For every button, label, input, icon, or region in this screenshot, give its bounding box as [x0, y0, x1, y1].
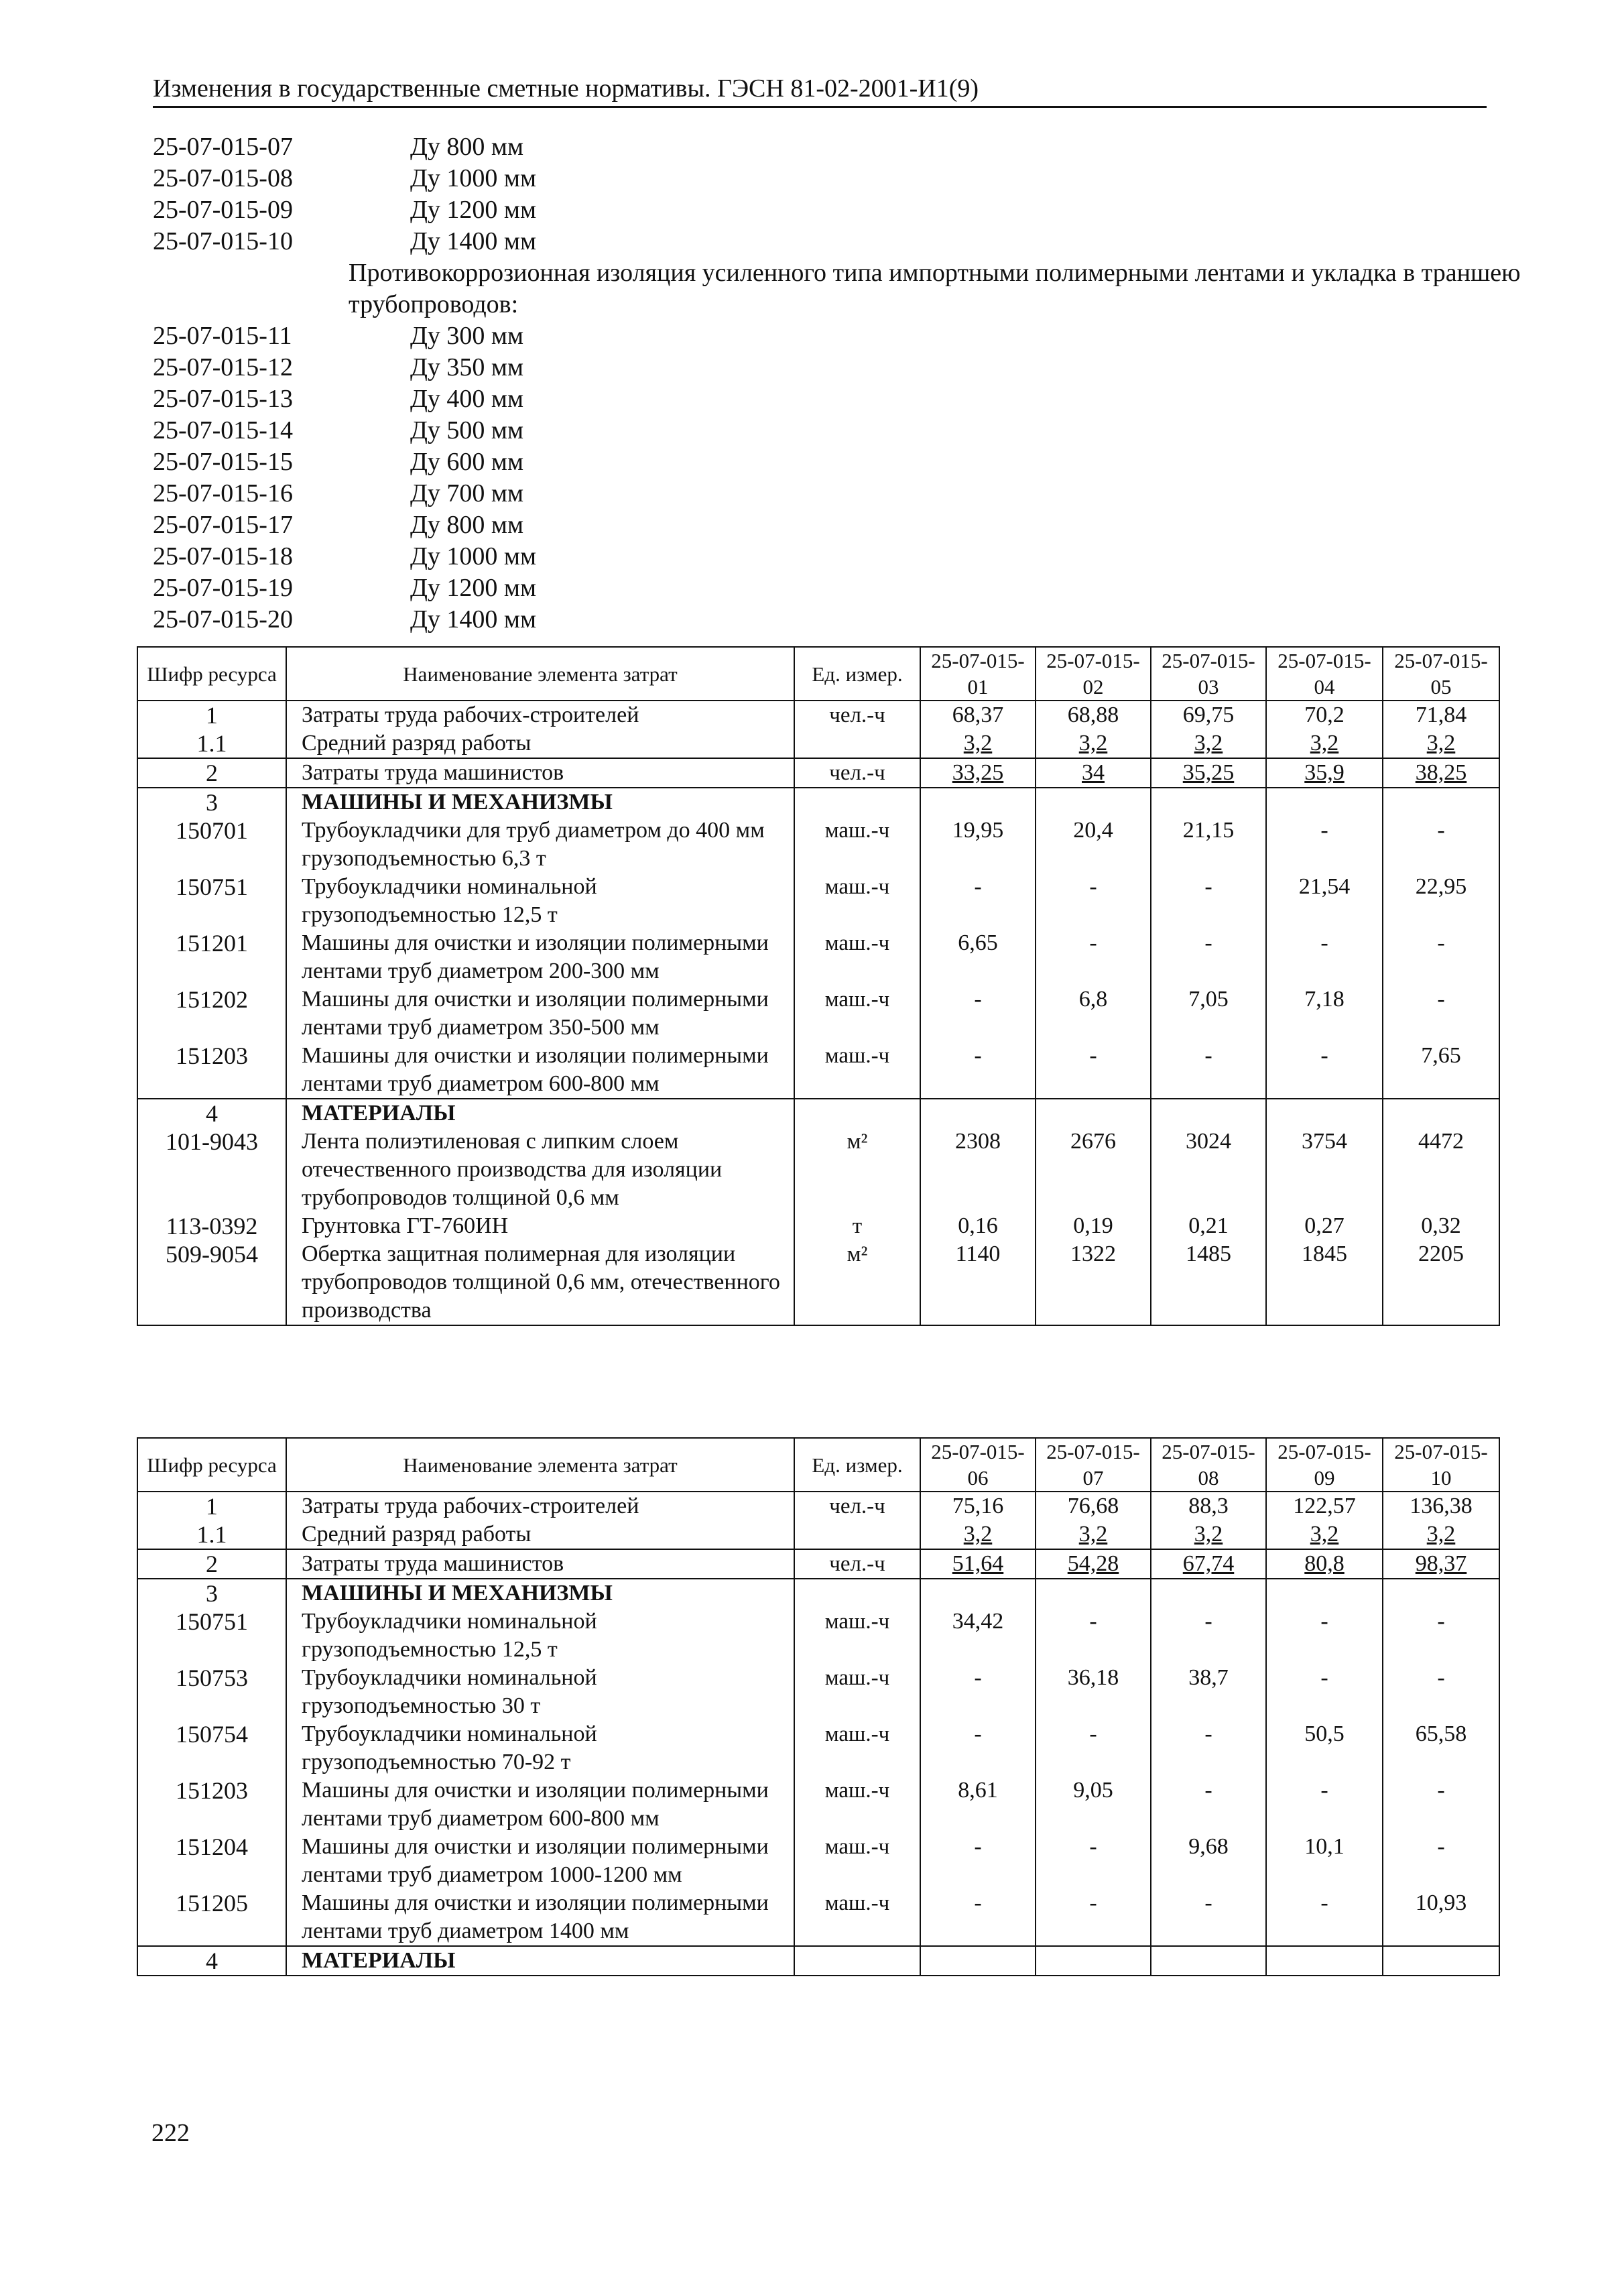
row-value: [1036, 1579, 1151, 1608]
row-unit: [794, 1520, 920, 1549]
header-name: Наименование элемента затрат: [286, 647, 794, 701]
row-value: 35,9: [1266, 758, 1383, 788]
row-code: 3: [137, 788, 286, 817]
row-value: 34: [1036, 758, 1151, 788]
code-number: 25-07-015-19: [153, 574, 293, 602]
table-row: [137, 701, 1499, 729]
row-name: Лента полиэтиленовая с липким слоем отечественного производства для изоляции трубопроводов толщиной 0,6 мм: [286, 1128, 794, 1212]
table-row: [137, 729, 1499, 758]
code-number: 25-07-015-15: [153, 448, 293, 476]
row-value: -: [1151, 1042, 1266, 1099]
row-value: 71,84: [1383, 701, 1499, 729]
row-value: 0,27: [1266, 1212, 1383, 1240]
row-name: Трубоукладчики номинальной грузоподъемностью 70-92 т: [286, 1720, 794, 1776]
header-column: 25-07-015-06: [920, 1438, 1036, 1492]
row-value: 0,16: [920, 1212, 1036, 1240]
row-name: Затраты труда машинистов: [286, 758, 794, 788]
code-number: 25-07-015-08: [153, 164, 293, 192]
row-code: 101-9043: [137, 1128, 286, 1212]
row-value: 6,8: [1036, 985, 1151, 1042]
code-number: 25-07-015-13: [153, 385, 293, 413]
row-unit: чел.-ч: [794, 701, 920, 729]
row-code: 2: [137, 758, 286, 788]
row-name: Средний разряд работы: [286, 729, 794, 758]
header-column: 25-07-015-04: [1266, 647, 1383, 701]
header-unit: Ед. измер.: [794, 647, 920, 701]
row-value: -: [1151, 1776, 1266, 1833]
row-value: 36,18: [1036, 1664, 1151, 1720]
row-unit: маш.-ч: [794, 1776, 920, 1833]
row-code: 1.1: [137, 729, 286, 758]
row-name: Затраты труда рабочих-строителей: [286, 1492, 794, 1520]
row-value: 75,16: [920, 1492, 1036, 1520]
table-row: [137, 758, 1499, 788]
row-value: -: [1266, 1608, 1383, 1664]
row-value: 3024: [1151, 1128, 1266, 1212]
code-description: Ду 400 мм: [410, 385, 524, 413]
table-row: [137, 1099, 1499, 1128]
row-value: 35,25: [1151, 758, 1266, 788]
row-value: 3,2: [920, 729, 1036, 758]
row-value: [1383, 1579, 1499, 1608]
row-value: [1266, 788, 1383, 817]
row-code: 151204: [137, 1833, 286, 1889]
row-value: -: [1383, 1664, 1499, 1720]
row-name: Трубоукладчики для труб диаметром до 400 мм грузоподъемностью 6,3 т: [286, 817, 794, 873]
table-row: [137, 1579, 1499, 1608]
row-value: 2205: [1383, 1240, 1499, 1325]
code-row: [153, 131, 1493, 163]
row-name: Трубоукладчики номинальной грузоподъемностью 12,5 т: [286, 873, 794, 929]
row-value: 20,4: [1036, 817, 1151, 873]
row-name: Затраты труда рабочих-строителей: [286, 701, 794, 729]
row-unit: чел.-ч: [794, 1549, 920, 1579]
header-column: 25-07-015-09: [1266, 1438, 1383, 1492]
row-value: -: [1036, 1608, 1151, 1664]
row-value: -: [1266, 1889, 1383, 1946]
row-unit: маш.-ч: [794, 985, 920, 1042]
page-number: 222: [151, 2119, 190, 2147]
code-number: 25-07-015-12: [153, 353, 293, 381]
row-value: [1383, 1946, 1499, 1976]
row-value: 1845: [1266, 1240, 1383, 1325]
row-value: 9,05: [1036, 1776, 1151, 1833]
code-description: Ду 1000 мм: [410, 542, 537, 570]
row-value: -: [1036, 1720, 1151, 1776]
row-value: 21,15: [1151, 817, 1266, 873]
code-number: 25-07-015-20: [153, 605, 293, 633]
table-row: [137, 1889, 1499, 1946]
section-title: МАТЕРИАЛЫ: [286, 1099, 794, 1128]
table-row: [137, 1492, 1499, 1520]
table-row: [137, 873, 1499, 929]
row-value: [1151, 1579, 1266, 1608]
row-code: 150753: [137, 1664, 286, 1720]
row-unit: маш.-ч: [794, 1608, 920, 1664]
table-row: [137, 1042, 1499, 1099]
section-title: МАШИНЫ И МЕХАНИЗМЫ: [286, 1579, 794, 1608]
row-value: 3,2: [1151, 729, 1266, 758]
code-row: [153, 226, 1493, 257]
row-value: [1036, 1099, 1151, 1128]
row-value: 3,2: [1383, 729, 1499, 758]
row-value: [1036, 788, 1151, 817]
code-description: Ду 350 мм: [410, 353, 524, 381]
row-code: 4: [137, 1099, 286, 1128]
row-value: -: [1383, 985, 1499, 1042]
row-unit: [794, 1946, 920, 1976]
row-unit: [794, 1579, 920, 1608]
row-code: 150701: [137, 817, 286, 873]
header-unit: Ед. измер.: [794, 1438, 920, 1492]
row-value: 2308: [920, 1128, 1036, 1212]
section-title: МАШИНЫ И МЕХАНИЗМЫ: [286, 788, 794, 817]
row-unit: [794, 788, 920, 817]
resource-table-1: [137, 646, 1500, 1326]
row-name: Машины для очистки и изоляции полимерными лентами труб диаметром 600-800 мм: [286, 1042, 794, 1099]
code-number: 25-07-015-14: [153, 416, 293, 444]
code-row: [153, 572, 1493, 604]
header-code: Шифр ресурса: [137, 647, 286, 701]
row-value: 69,75: [1151, 701, 1266, 729]
code-number: 25-07-015-10: [153, 227, 293, 255]
row-value: 3,2: [1266, 1520, 1383, 1549]
code-description: Ду 1200 мм: [410, 196, 537, 224]
row-value: [1151, 1946, 1266, 1976]
row-value: -: [1383, 1776, 1499, 1833]
row-value: 21,54: [1266, 873, 1383, 929]
row-value: 76,68: [1036, 1492, 1151, 1520]
code-number: 25-07-015-16: [153, 479, 293, 507]
table-row: [137, 929, 1499, 985]
row-value: 54,28: [1036, 1549, 1151, 1579]
row-code: 151201: [137, 929, 286, 985]
row-unit: маш.-ч: [794, 873, 920, 929]
row-value: 3,2: [920, 1520, 1036, 1549]
row-value: -: [1383, 929, 1499, 985]
row-value: 136,38: [1383, 1492, 1499, 1520]
row-value: -: [1151, 1720, 1266, 1776]
row-value: 3,2: [1036, 729, 1151, 758]
section-title: МАТЕРИАЛЫ: [286, 1946, 794, 1976]
row-value: 4472: [1383, 1128, 1499, 1212]
row-value: -: [1151, 929, 1266, 985]
row-code: 150751: [137, 1608, 286, 1664]
row-unit: маш.-ч: [794, 1720, 920, 1776]
code-row: [153, 541, 1493, 572]
table-row: [137, 1833, 1499, 1889]
row-value: -: [920, 1664, 1036, 1720]
section-description: Противокоррозионная изоляция усиленного типа импортными полимерными лентами и укладка в траншею трубопроводов:: [349, 259, 1521, 318]
row-name: Грунтовка ГТ-760ИН: [286, 1212, 794, 1240]
code-description: Ду 600 мм: [410, 448, 524, 476]
row-value: 80,8: [1266, 1549, 1383, 1579]
row-code: 150754: [137, 1720, 286, 1776]
code-list-a: [153, 131, 1493, 257]
row-value: -: [1151, 1608, 1266, 1664]
row-value: -: [1151, 873, 1266, 929]
row-unit: [794, 729, 920, 758]
row-value: 51,64: [920, 1549, 1036, 1579]
table-row: [137, 1520, 1499, 1549]
table-row: [137, 1720, 1499, 1776]
row-value: 38,7: [1151, 1664, 1266, 1720]
row-unit: маш.-ч: [794, 1889, 920, 1946]
row-value: [1266, 1099, 1383, 1128]
row-value: 0,19: [1036, 1212, 1151, 1240]
row-value: [1151, 788, 1266, 817]
header-name: Наименование элемента затрат: [286, 1438, 794, 1492]
row-value: 22,95: [1383, 873, 1499, 929]
row-value: [1266, 1579, 1383, 1608]
row-unit: маш.-ч: [794, 1042, 920, 1099]
row-code: 113-0392: [137, 1212, 286, 1240]
code-number: 25-07-015-07: [153, 133, 293, 161]
row-value: -: [1036, 1833, 1151, 1889]
table-row: [137, 1946, 1499, 1976]
table-row: [137, 1776, 1499, 1833]
row-value: 7,18: [1266, 985, 1383, 1042]
row-code: 150751: [137, 873, 286, 929]
row-value: 7,05: [1151, 985, 1266, 1042]
table-row: [137, 1240, 1499, 1325]
row-value: -: [1151, 1889, 1266, 1946]
row-value: -: [1383, 817, 1499, 873]
code-number: 25-07-015-18: [153, 542, 293, 570]
row-code: 151202: [137, 985, 286, 1042]
header-column: 25-07-015-03: [1151, 647, 1266, 701]
row-value: -: [1036, 873, 1151, 929]
row-name: Затраты труда машинистов: [286, 1549, 794, 1579]
row-value: -: [1266, 1664, 1383, 1720]
row-value: -: [920, 1833, 1036, 1889]
row-value: 98,37: [1383, 1549, 1499, 1579]
row-value: [1036, 1946, 1151, 1976]
row-value: 2676: [1036, 1128, 1151, 1212]
code-description: Ду 500 мм: [410, 416, 524, 444]
row-value: 3,2: [1151, 1520, 1266, 1549]
row-value: 122,57: [1266, 1492, 1383, 1520]
row-value: 1485: [1151, 1240, 1266, 1325]
row-value: [920, 1579, 1036, 1608]
row-value: 8,61: [920, 1776, 1036, 1833]
row-value: [1383, 1099, 1499, 1128]
row-value: -: [1036, 1042, 1151, 1099]
row-code: 1: [137, 1492, 286, 1520]
row-value: [920, 1099, 1036, 1128]
code-description: Ду 1400 мм: [410, 227, 537, 255]
row-value: -: [1266, 1776, 1383, 1833]
row-code: 151203: [137, 1776, 286, 1833]
row-name: Трубоукладчики номинальной грузоподъемностью 30 т: [286, 1664, 794, 1720]
header-code: Шифр ресурса: [137, 1438, 286, 1492]
row-value: 1140: [920, 1240, 1036, 1325]
row-value: -: [1036, 929, 1151, 985]
code-description: Ду 1200 мм: [410, 574, 537, 602]
row-value: [1383, 788, 1499, 817]
row-value: 6,65: [920, 929, 1036, 985]
code-row: [153, 383, 1493, 415]
code-number: 25-07-015-09: [153, 196, 293, 224]
row-value: -: [1383, 1608, 1499, 1664]
code-description: Ду 1400 мм: [410, 605, 537, 633]
row-unit: маш.-ч: [794, 929, 920, 985]
row-value: [1266, 1946, 1383, 1976]
table-row: [137, 1664, 1499, 1720]
row-value: 33,25: [920, 758, 1036, 788]
header-column: 25-07-015-08: [1151, 1438, 1266, 1492]
code-row: [153, 194, 1493, 226]
row-value: 19,95: [920, 817, 1036, 873]
row-name: Машины для очистки и изоляции полимерными лентами труб диаметром 600-800 мм: [286, 1776, 794, 1833]
row-code: 4: [137, 1946, 286, 1976]
row-value: 3754: [1266, 1128, 1383, 1212]
table-header-row: [137, 1438, 1499, 1492]
code-row: [153, 320, 1493, 352]
row-value: -: [920, 985, 1036, 1042]
row-code: 3: [137, 1579, 286, 1608]
row-value: 7,65: [1383, 1042, 1499, 1099]
row-value: 50,5: [1266, 1720, 1383, 1776]
row-value: 0,21: [1151, 1212, 1266, 1240]
row-value: 10,1: [1266, 1833, 1383, 1889]
row-code: 1: [137, 701, 286, 729]
row-code: 2: [137, 1549, 286, 1579]
table-row: [137, 1608, 1499, 1664]
code-row: [153, 478, 1493, 509]
code-number: 25-07-015-11: [153, 322, 292, 350]
code-row: [153, 352, 1493, 383]
row-code: 151203: [137, 1042, 286, 1099]
row-code: 1.1: [137, 1520, 286, 1549]
page-header: Изменения в государственные сметные нормативы. ГЭСН 81-02-2001-И1(9): [153, 72, 1487, 108]
row-name: Средний разряд работы: [286, 1520, 794, 1549]
row-unit: чел.-ч: [794, 758, 920, 788]
code-row: [153, 415, 1493, 446]
row-unit: маш.-ч: [794, 1664, 920, 1720]
row-value: -: [920, 1720, 1036, 1776]
row-name: Машины для очистки и изоляции полимерными лентами труб диаметром 200-300 мм: [286, 929, 794, 985]
row-code: 509-9054: [137, 1240, 286, 1325]
row-value: 34,42: [920, 1608, 1036, 1664]
code-description: Ду 1000 мм: [410, 164, 537, 192]
row-unit: т: [794, 1212, 920, 1240]
row-value: -: [1266, 929, 1383, 985]
row-value: 3,2: [1266, 729, 1383, 758]
row-value: [920, 788, 1036, 817]
row-value: 10,93: [1383, 1889, 1499, 1946]
table-row: [137, 788, 1499, 817]
code-list: [153, 131, 1521, 636]
code-description: Ду 300 мм: [410, 322, 524, 350]
row-unit: м²: [794, 1128, 920, 1212]
row-value: -: [1266, 1042, 1383, 1099]
row-value: [1151, 1099, 1266, 1128]
row-value: 68,88: [1036, 701, 1151, 729]
row-name: Трубоукладчики номинальной грузоподъемностью 12,5 т: [286, 1608, 794, 1664]
row-value: -: [1383, 1833, 1499, 1889]
row-value: 1322: [1036, 1240, 1151, 1325]
row-value: 3,2: [1383, 1520, 1499, 1549]
code-number: 25-07-015-17: [153, 511, 293, 539]
header-column: 25-07-015-10: [1383, 1438, 1499, 1492]
row-name: Машины для очистки и изоляции полимерными лентами труб диаметром 350-500 мм: [286, 985, 794, 1042]
table-row: [137, 985, 1499, 1042]
code-description: Ду 800 мм: [410, 133, 524, 161]
header-column: 25-07-015-02: [1036, 647, 1151, 701]
code-description: Ду 800 мм: [410, 511, 524, 539]
row-value: -: [920, 873, 1036, 929]
code-description: Ду 700 мм: [410, 479, 524, 507]
row-value: 88,3: [1151, 1492, 1266, 1520]
header-column: 25-07-015-07: [1036, 1438, 1151, 1492]
row-code: 151205: [137, 1889, 286, 1946]
row-name: Машины для очистки и изоляции полимерными лентами труб диаметром 1400 мм: [286, 1889, 794, 1946]
table-row: [137, 1128, 1499, 1212]
table-row: [137, 817, 1499, 873]
table-row: [137, 1212, 1499, 1240]
row-value: 65,58: [1383, 1720, 1499, 1776]
row-value: -: [920, 1042, 1036, 1099]
code-list-b: [153, 320, 1493, 636]
table-row: [137, 1549, 1499, 1579]
row-unit: м²: [794, 1240, 920, 1325]
row-value: -: [1036, 1889, 1151, 1946]
row-unit: чел.-ч: [794, 1492, 920, 1520]
code-row: [153, 509, 1493, 541]
row-value: 67,74: [1151, 1549, 1266, 1579]
row-value: 70,2: [1266, 701, 1383, 729]
row-value: 9,68: [1151, 1833, 1266, 1889]
row-value: 0,32: [1383, 1212, 1499, 1240]
row-value: [920, 1946, 1036, 1976]
row-name: Обертка защитная полимерная для изоляции трубопроводов толщиной 0,6 мм, отечественного производства: [286, 1240, 794, 1325]
row-value: -: [920, 1889, 1036, 1946]
table-header-row: [137, 647, 1499, 701]
row-value: -: [1266, 817, 1383, 873]
header-column: 25-07-015-01: [920, 647, 1036, 701]
row-value: 3,2: [1036, 1520, 1151, 1549]
row-unit: [794, 1099, 920, 1128]
row-unit: маш.-ч: [794, 817, 920, 873]
row-unit: маш.-ч: [794, 1833, 920, 1889]
row-name: Машины для очистки и изоляции полимерными лентами труб диаметром 1000-1200 мм: [286, 1833, 794, 1889]
resource-table-2: [137, 1437, 1500, 1976]
code-row: [153, 604, 1493, 636]
code-row: [153, 163, 1493, 194]
row-value: 68,37: [920, 701, 1036, 729]
header-column: 25-07-015-05: [1383, 647, 1499, 701]
row-value: 38,25: [1383, 758, 1499, 788]
code-row: [153, 446, 1493, 478]
